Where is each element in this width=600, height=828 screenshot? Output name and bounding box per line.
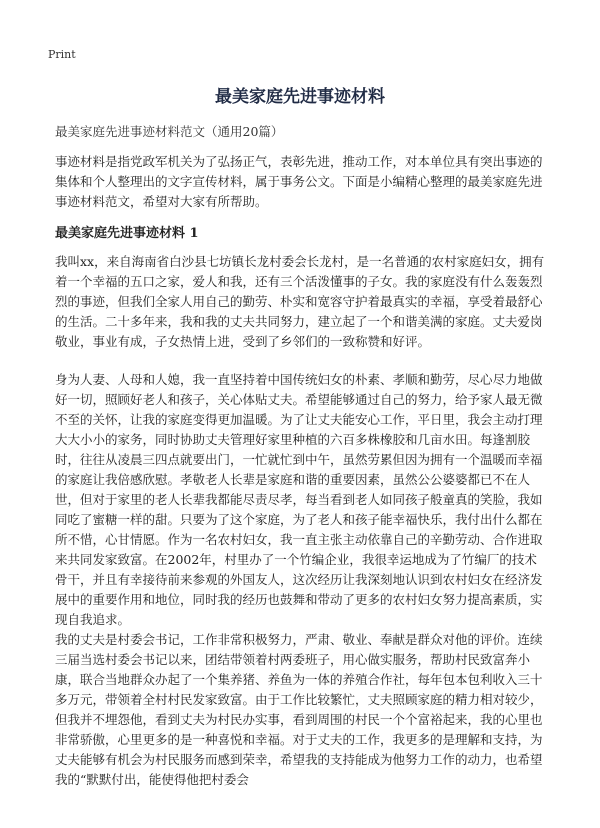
body-paragraph-3: 我的丈夫是村委会书记，工作非常积极努力，严肃、敬业、奉献是群众对他的评价。连续三届当选村委会书记以来，团结带领着村两委班子，用心做实服务，帮助村民致富奔小康，联合当地群众办起了一个集养猪、养鱼为一体的养殖合作社，每年包本包利收入三十多万元，带领着全村村民发家致富。由于工作比较繁忙，丈夫照顾家庭的精力相对较少，但我并不埋怨他，看到丈夫为村民办实事，看到周围的村民一个个富裕起来，我的心里也非常骄傲，心里更多的是一种喜悦和幸福。对于丈夫的工作，我更多的是理解和支持，为丈夫能够有机会为村民服务而感到荣幸，希望我的支持能成为他努力工作的动力，也希望我的“默默付出，能使得他把村委会 <box>55 632 543 787</box>
page-title: 最美家庭先进事迹材料 <box>215 87 385 107</box>
body-paragraph-1: 我叫xx，来自海南省白沙县七坊镇长龙村委会长龙村，是一名普通的农村家庭妇女，拥有着一个幸福的五口之家，爱人和我，还有三个活泼懂事的子女。我的家庭没有什么轰轰烈烈的事迹，但我们全家人用自己的勤劳、朴实和宽容守护着最真实的幸福，享受着最舒心的生活。二十多年来，我和我的丈夫共同努力，建立起了一个和谐美满的家庭。丈夫爱岗敬业，事业有成，子女热情上进，受到了乡邻们的一致称赞和好评。 <box>55 254 545 349</box>
document-subtitle: 最美家庭先进事迹材料范文（通用20篇） <box>55 124 284 139</box>
body-paragraph-2: 身为人妻、人母和人媳，我一直坚持着中国传统妇女的朴素、孝顺和勤劳，尽心尽力地做好一切，照顾好老人和孩子，关心体贴丈夫。希望能够通过自己的努力，给予家人最无微不至的关怀，让我的家庭变得更加温暖。为了让丈夫能安心工作，平日里，我会主动打理大大小小的家务，同时协助丈夫管理好家里种植的六百多株橡胶和几亩水田。每逢割胶时，往往从凌晨三四点就要出门，一忙就忙到中午，虽然劳累但因为拥有一个温暖而幸福的家庭让我倍感欣慰。孝敬老人长辈是家庭和谐的重要因素，虽然公公婆婆都已不在人世，但对于家里的老人长辈我都能尽责尽孝，每当看到老人如同孩子般童真的笑脸，我如同吃了蜜糖一样的甜。只要为了这个家庭，为了老人和孩子能幸福快乐，我付出什么都在所不惜，心甘情愿。作为一名农村妇女，我一直主张主动依靠自己的辛勤劳动、合作进取来共同发家致富。在2002年，村里办了一个竹编企业，我很幸运地成为了竹编厂的技术骨干，并且有幸接待前来参观的外国友人，这次经历让我深刻地认识到农村妇女在经济发展中的重要作用和地位，同时我的经历也鼓舞和带动了更多的农村妇女努力提高素质，实现自我追求。 <box>55 372 543 627</box>
section-heading: 最美家庭先进事迹材料 1 <box>55 226 199 241</box>
print-label[interactable]: Print <box>48 48 76 61</box>
intro-paragraph: 事迹材料是指党政军机关为了弘扬正气，表彰先进，推动工作，对本单位具有突出事迹的集体和个人整理出的文字宣传材料，属于事务公文。下面是小编精心整理的最美家庭先进事迹材料范文，希望对大家有所帮助。 <box>55 154 543 209</box>
